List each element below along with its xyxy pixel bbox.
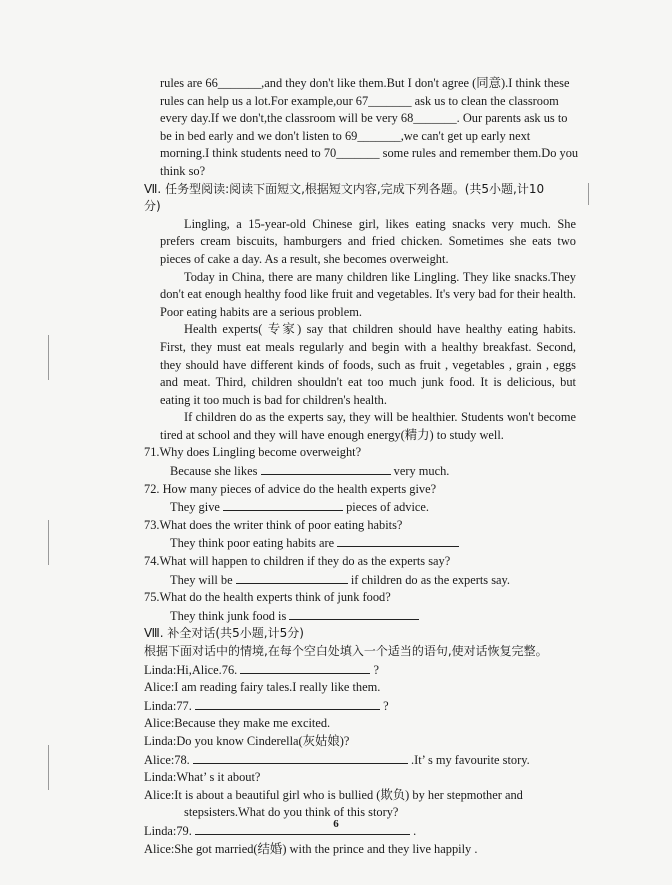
answer-suffix: if children do as the experts say. [350,572,511,587]
left-margin-line [48,745,49,790]
section-heading-cont: 分) [144,199,161,214]
answer-blank[interactable] [240,661,370,674]
dialogue-line: Linda:Do you know Cinderella(灰姑娘)? [144,733,350,748]
dialogue-line [144,697,576,716]
answer-suffix: very much. [393,464,450,479]
answer-prefix: They will be [170,572,233,587]
page-content [144,75,579,858]
reading-passage [144,216,576,445]
text-line: rules are 66_______,and they don't like them.But I don't agree (同意).I think these [160,76,570,90]
answer-line [144,462,576,481]
cloze-continuation [144,75,579,181]
dialogue-text: ? [383,698,389,713]
question [144,553,576,589]
text-line: think so? [160,163,206,178]
text-line: every day.If we don't,the classroom will be very 68_______. Our parents ask us to [160,111,568,126]
answer-line [144,607,576,626]
page-number: 6 [333,818,339,830]
dialogue-line: Alice:She got married(结婚) with the prince and they live happily . [144,841,478,856]
dialogue-line: stepsisters.What do you think of this story? [184,805,399,820]
answer-blank[interactable] [261,462,391,475]
answer-prefix: Because she likes [170,464,258,479]
dialogue-line: Linda:What’ s it about? [144,770,261,785]
dialogue-text: . [413,823,417,838]
text-line: rules can help us a lot.For example,our 67_______ ask us to clean the classroom [160,93,559,108]
passage-paragraph: Health experts( 专家) say that children should have healthy eating habits. First, they must eat meals regularly and begin with a healthy breakfast. Second, they should have different kinds of foods, such as fruit , vegetables , grain , eggs and meat. Third, children shouldn't eat too much junk food. It is delicious, but eating it too much is bad for children's health. [160,322,576,407]
answer-line [144,571,576,590]
question [144,589,576,625]
left-margin-line [48,335,49,380]
dialogue-text: Linda:77. [144,698,192,713]
text-line: be in bed early and we don't listen to 69_______,we can't get up early next [160,128,531,143]
answer-blank[interactable] [289,607,419,620]
answer-prefix: They think poor eating habits are [170,536,335,551]
question-text: 74.What will happen to children if they do as the experts say? [144,554,451,569]
answer-line [144,498,576,517]
section-heading: Ⅷ. 补全对话(共5小题,计5分) [144,626,304,641]
question-list [144,444,576,625]
dialogue-text: Alice:78. [144,752,190,767]
answer-suffix: pieces of advice. [346,500,430,515]
answer-blank[interactable] [195,697,380,710]
question [144,517,576,553]
dialogue-line [144,751,576,770]
dialogue-text: ? [373,662,379,677]
right-margin-line [588,183,589,205]
passage-paragraph: Lingling, a 15-year-old Chinese girl, likes eating snacks very much. She prefers cream biscuits, hamburgers and fried chicken. Sometimes she eats two pieces of cake a day. As a result, she becomes overweight. [160,216,576,266]
dialogue-line: Alice:I am reading fairy tales.I really like them. [144,680,381,695]
answer-blank[interactable] [337,534,459,547]
question [144,444,576,480]
answer-prefix: They think junk food is [170,608,287,623]
passage-paragraph: If children do as the experts say, they will be healthier. Students won't become tired at school and they will have enough energy(精力) to study well. [160,410,576,442]
text-line: morning.I think students need to 70_______ some rules and remember them.Do you [160,146,579,161]
dialogue-line [144,661,576,680]
dialogue-text: Linda:Hi,Alice.76. [144,662,238,677]
answer-blank[interactable] [193,751,408,764]
question-text: 71.Why does Lingling become overweight? [144,445,362,460]
dialogue-line: Alice:It is about a beautiful girl who is bullied (欺负) by her stepmother and [144,787,523,802]
dialogue-text: .It’ s my favourite story. [410,752,530,767]
question-text: 75.What do the health experts think of junk food? [144,590,391,605]
dialogue-line: Alice:Because they make me excited. [144,716,331,731]
section-instruction: 根据下面对话中的情境,在每个空白处填入一个适当的语句,使对话恢复完整。 [144,644,548,658]
passage-paragraph: Today in China, there are many children like Lingling. They like snacks.They don't eat enough healthy food like fruit and vegetables. It's very bad for their health. Poor eating habits are a serious problem. [160,269,576,319]
left-margin-line [48,520,49,565]
question-text: 72. How many pieces of advice do the health experts give? [144,481,437,496]
question-text: 73.What does the writer think of poor eating habits? [144,517,403,532]
answer-prefix: They give [170,500,220,515]
dialogue-text: Linda:79. [144,823,192,838]
question [144,481,576,517]
section-heading: Ⅶ. 任务型阅读:阅读下面短文,根据短文内容,完成下列各题。(共5小题,计10 [144,181,545,196]
answer-blank[interactable] [223,498,343,511]
answer-blank[interactable] [236,571,348,584]
answer-line [144,534,576,553]
section-7 [144,181,576,626]
